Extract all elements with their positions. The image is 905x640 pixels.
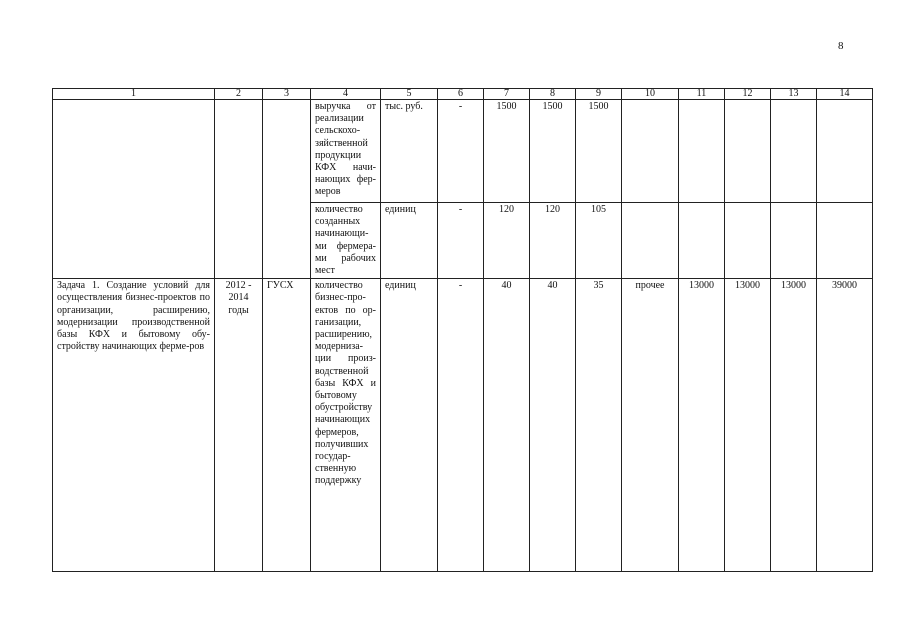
header-row: [53, 89, 873, 100]
cell-value-2013: 40: [530, 279, 576, 572]
column-header-8: 8: [530, 89, 576, 100]
cell-funding-2014: [771, 100, 817, 203]
cell-base-value: -: [438, 100, 484, 203]
cell-base-value: -: [438, 203, 484, 279]
page-number: 8: [838, 40, 844, 52]
table-row: [53, 100, 873, 203]
cell-funding-2012: [679, 100, 725, 203]
column-header-5: 5: [381, 89, 438, 100]
column-header-2: 2: [215, 89, 263, 100]
cell-funding-source: [622, 203, 679, 279]
cell-task: Задача 1. Создание условий для осуществления бизнес-проектов по организации, расширению, модернизации производственной базы КФХ и бытовому обу-стройству начинающих ферме-ров: [53, 279, 215, 572]
cell-unit: единиц: [381, 203, 438, 279]
cell-executor: [263, 100, 311, 279]
cell-period: [215, 100, 263, 279]
cell-indicator: количество бизнес-про-ектов по ор-ганизации, расширению, модерниза-ции произ-водственной базы КФХ и бытовому обустройству начинающих фермеров, получивших государ-ственную поддержку: [311, 279, 381, 572]
cell-value-2012: 120: [484, 203, 530, 279]
cell-funding-2014: [771, 203, 817, 279]
cell-funding-total: [817, 100, 873, 203]
cell-funding-2012: 13000: [679, 279, 725, 572]
cell-value-2013: 1500: [530, 100, 576, 203]
cell-value-2014: 35: [576, 279, 622, 572]
column-header-9: 9: [576, 89, 622, 100]
cell-value-2012: 40: [484, 279, 530, 572]
cell-unit: тыс. руб.: [381, 100, 438, 203]
cell-period: 2012 - 2014 годы: [215, 279, 263, 572]
cell-funding-2013: [725, 203, 771, 279]
cell-task: [53, 100, 215, 279]
column-header-13: 13: [771, 89, 817, 100]
cell-base-value: -: [438, 279, 484, 572]
cell-funding-2013: 13000: [725, 279, 771, 572]
cell-funding-2014: 13000: [771, 279, 817, 572]
cell-funding-total: 39000: [817, 279, 873, 572]
cell-value-2014: 105: [576, 203, 622, 279]
cell-indicator: количество созданных начинающи-ми фермера-ми рабочих мест: [311, 203, 381, 279]
cell-funding-source: [622, 100, 679, 203]
column-header-12: 12: [725, 89, 771, 100]
cell-funding-total: [817, 203, 873, 279]
column-header-10: 10: [622, 89, 679, 100]
cell-value-2013: 120: [530, 203, 576, 279]
cell-funding-2013: [725, 100, 771, 203]
column-header-6: 6: [438, 89, 484, 100]
column-header-1: 1: [53, 89, 215, 100]
column-header-7: 7: [484, 89, 530, 100]
column-header-4: 4: [311, 89, 381, 100]
column-header-3: 3: [263, 89, 311, 100]
cell-indicator: выручка от реализации сельскохо-зяйственной продукции КФХ начи-нающих фер-меров: [311, 100, 381, 203]
cell-value-2014: 1500: [576, 100, 622, 203]
cell-executor: ГУСХ: [263, 279, 311, 572]
cell-value-2012: 1500: [484, 100, 530, 203]
program-table: [52, 88, 873, 572]
column-header-14: 14: [817, 89, 873, 100]
column-header-11: 11: [679, 89, 725, 100]
cell-funding-source: прочее: [622, 279, 679, 572]
cell-unit: единиц: [381, 279, 438, 572]
table-row: [53, 279, 873, 572]
cell-funding-2012: [679, 203, 725, 279]
